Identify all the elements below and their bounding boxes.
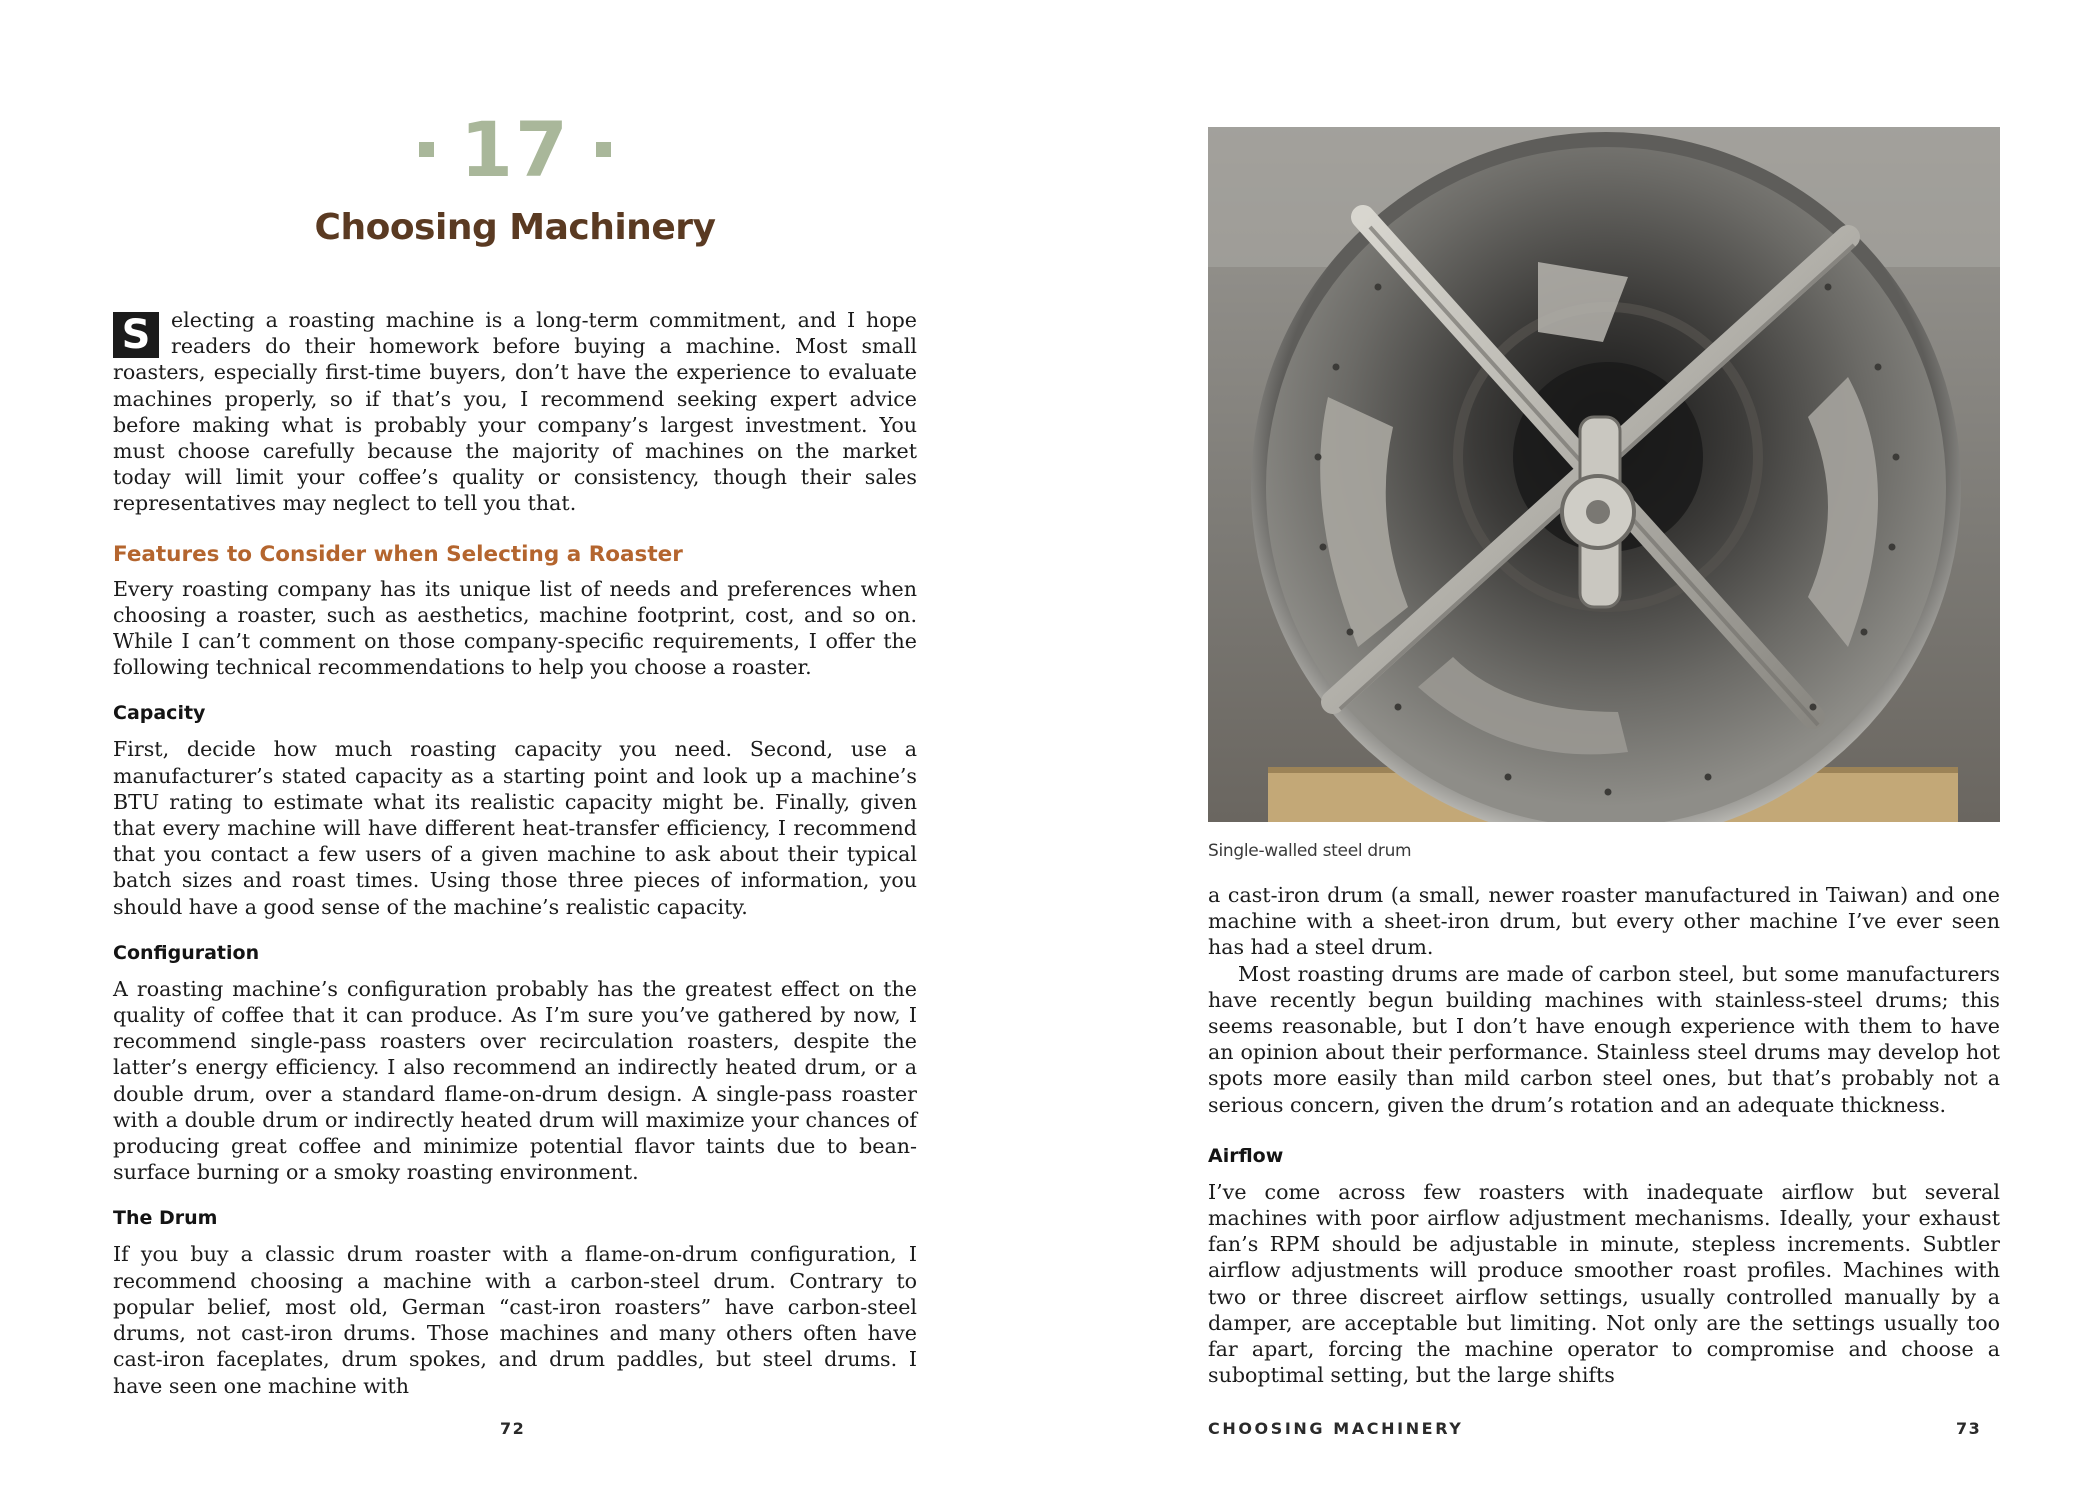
- airflow-paragraph: I’ve come across few roasters with inadequate airflow but several machines with poor airflow adjustment mechanisms. Ideally, your exhaust fan’s RPM should be adjustable in minute, stepless increments. Subtler airflow adjustments will produce smoother roast profiles. Machines with two or three discreet airflow settings, usually controlled manually by a damper, are acceptable but limiting. Not only are the settings usually too far apart, forcing the machine operator to compromise and choose a suboptimal setting, but the large shifts: [1208, 1179, 2000, 1388]
- right-page: [1050, 0, 2100, 1500]
- configuration-paragraph: A roasting machine’s configuration probably has the greatest effect on the quality of coffee that it can produce. As I’m sure you’ve gathered by now, I recommend single-pass roasters over recirculation roasters, despite the latter’s energy efficiency. I also recommend an indirectly heated drum, or a double drum, over a standard flame-on-drum design. A single-pass roaster with a double drum or indirectly heated drum will maximize your chances of producing great coffee and minimize potential flavor taints due to bean-surface burning or a smoky roasting environment.: [113, 976, 917, 1185]
- chapter-title: Choosing Machinery: [314, 207, 716, 248]
- section-heading: Features to Consider when Selecting a Roaster: [113, 541, 683, 567]
- running-head: CHOOSING MACHINERY: [1208, 1419, 1464, 1438]
- chapter-number-text: 17: [460, 105, 570, 194]
- page-number-right: 73: [1956, 1419, 1982, 1438]
- right-text-column: [1208, 882, 2000, 1388]
- drum-heading: The Drum: [113, 1207, 218, 1230]
- left-text-column: [113, 307, 917, 1399]
- intro-text: electing a roasting machine is a long-term commitment, and I hope readers do their homework before buying a machine. Most small roasters, especially first-time buyers, don’t have the experience to evaluate machines properly, so if that’s you, I recommend seeking expert advice before making what is probably your company’s largest investment. You must choose carefully because the majority of machines on the market today will limit your coffee’s quality or consistency, though their sales representatives may neglect to tell you that.: [113, 308, 917, 516]
- drop-cap: S: [113, 312, 159, 358]
- configuration-heading: Configuration: [113, 941, 260, 964]
- airflow-heading: Airflow: [1208, 1144, 1284, 1167]
- capacity-heading: Capacity: [113, 702, 206, 725]
- section-paragraph: Every roasting company has its unique list of needs and preferences when choosing a roaster, such as aesthetics, machine footprint, cost, and so on. While I can’t comment on those company-specific requirements, I offer the following technical recommendations to help you choose a roaster.: [113, 576, 917, 680]
- steel-drum-photo: [1208, 127, 2000, 822]
- page-number-left: 72: [500, 1419, 526, 1438]
- photo-caption: Single-walled steel drum: [1208, 841, 1412, 861]
- chapter-number: [0, 105, 1030, 194]
- intro-paragraph: [113, 307, 917, 517]
- drum-illustration: [1208, 127, 2000, 822]
- capacity-paragraph: First, decide how much roasting capacity you need. Second, use a manufacturer’s stated capacity as a starting point and look up a machine’s BTU rating to estimate what its realistic capacity might be. Finally, given that every machine will have different heat-transfer efficiency, I recommend that you contact a few users of a given machine to ask about their typical batch sizes and roast times. Using those three pieces of information, you should have a good sense of the machine’s realistic capacity.: [113, 737, 917, 919]
- drum-continued-paragraph: a cast-iron drum (a small, newer roaster manufactured in Taiwan) and one machine with a sheet-iron drum, but every other machine I’ve ever seen has had a steel drum.: [1208, 883, 2000, 960]
- drum-paragraph: If you buy a classic drum roaster with a flame-on-drum configuration, I recommend choosing a machine with a carbon-steel drum. Contrary to popular belief, most old, German “cast-iron roasters” have carbon-steel drums, not cast-iron drums. Those machines and many others often have cast-iron faceplates, drum spokes, and drum paddles, but steel drums. I have seen one machine with: [113, 1242, 917, 1398]
- ornament-dot-left: [419, 142, 434, 157]
- drum-paragraph-2: Most roasting drums are made of carbon steel, but some manufacturers have recently begun building machines with stainless-steel drums; this seems reasonable, but I don’t have enough experience with them to have an opinion about their performance. Stainless steel drums may develop hot spots more easily than mild carbon steel ones, but that’s probably not a serious concern, given the drum’s rotation and an adequate thickness.: [1208, 961, 2000, 1117]
- ornament-dot-right: [596, 142, 611, 157]
